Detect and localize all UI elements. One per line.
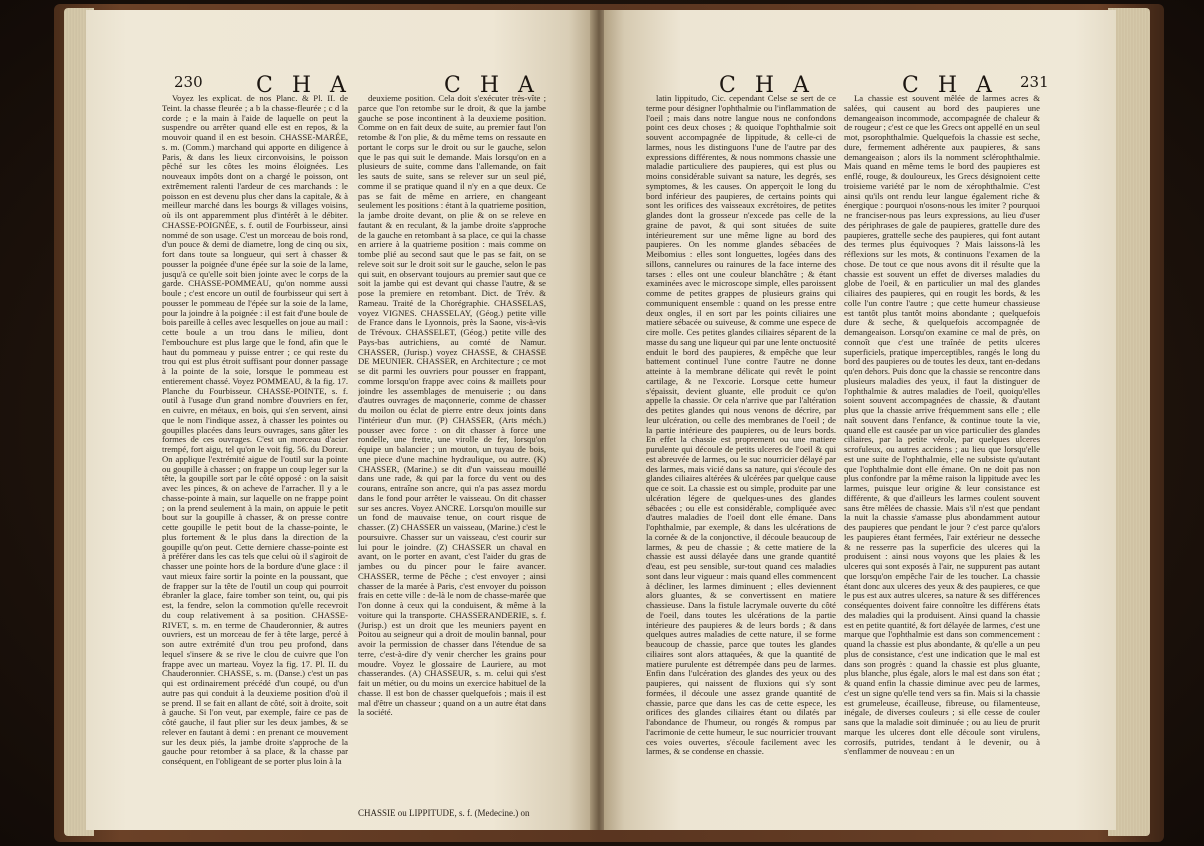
column-text: La chassie est souvent mêlée de larmes acres & salées, qui causent au bord des paupieres une demangeaison incommode, accompagnée de chaleur & de rougeur ; c'est ce que les Grecs ont appellé en un seul mot, psorophthalmie. Quelquefois la chassie est seche, dure, fermement adhérente aux paupieres, & sans demangeaison ; alors ils la nomment sclérophthalmie. Mais quand en même tems le bord des paupieres est enflé, rouge, & douloureux, les Grecs désignoient cette troisieme variété par le nom de xérophthalmie. C'est ainsi qu'ils ont rendu leur langue également riche & énergique : pourquoi n'osons-nous les imiter ? pourquoi ne franciser-nous pas leurs expressions, au lieu d'user des périphrases de gale de paupieres, grattelle dure des paupieres, grattelle seche des paupieres, qui font autant des termes plus équivoques ? Mais laissons-là les réflexions sur les mots, & continuons l'examen de la chose. De tout ce que nous avons dit il résulte que la chassie est souvent un effet de diverses maladies du globe de l'oeil, & en particulier un mal des glandes ciliaires des paupieres, qui en rougit les bords, & les colle l'un contre l'autre ; que cette humeur chassieuse est tantôt plus tantôt moins abondante ; quelquefois dure & seche, & quelquefois accompagnée de demangeaison. Lorsqu'on examine ce mal de près, on connoît que c'est une traînée de petits ulceres superficiels, pratique imperceptibles, rangés le long du bord des paupieres ou de toutes les deux, tant en-dedans qu'en dehors. Puis donc que la chassie se rencontre dans plusieurs maladies des yeux, il faut la distinguer de l'ophthalmie & autres maladies de l'oeil, quoiqu'elles soient souvent accompagnées de chassie, & d'autant plus que la chassie arrive fréquemment sans elle ; elle naît souvent dans l'enfance, & continue toute la vie, quand elle est causée par un vice particulier des glandes ciliaires, par la petite vérole, par quelques ulceres scrofuleux, ou autres accidens ; au lieu que lorsqu'elle est une suite de l'ophthalmie, elle ne subsiste qu'autant que l'ophthalmie dont elle émane. On ne doit pas non plus confondre par la même raison la lippitude avec les larmes, puisque leur origine & leur consistance est différente, & que d'ailleurs les larmes coulent souvent sans être mêlées de chassie. Mais s'il n'est que pendant la nuit la chassie s'amasse plus abondamment autour des paupieres que pendant le jour ? c'est parce qu'alors les paupieres étant fermées, l'air extérieur ne desseche & ne resserre pas la superficie des ulceres qui la produisent : ainsi nous voyons que les plaies & les ulceres qui sont exposés à l'air, ne suppurent pas autant que lorsqu'on empêche l'air de les toucher. La chassie étant donc aux ulceres des yeux & des paupieres, ce que le pus est aux autres ulceres, sa nature & ses différences conséquentes doivent faire connoître les différens états des maladies qui la produisent. Ainsi quand la chassie est en petite quantité, & fort délayée de larmes, c'est une marque que l'ophthalmie est dans son commencement : quand la chassie est plus abondante, & qu'elle a un peu plus de consistance, c'est une indication que le mal est dans son progrès : quand la chassie est plus gluante, plus blanche, plus égale, alors le mal est dans son état ; & quand enfin la chassie diminue avec peu de larmes, c'est un signe qu'elle tend vers sa fin. Mais si la chassie est grumeleuse, écailleuse, fibreuse, ou filamenteuse, inégale, de diverses couleurs ; si elle cesse de couler sans que la maladie soit diminuée ; ou au lieu de prurit marque les ulceres dont elle découle sont virulens, corrosifs, putrides, tendant à le devenir, ou à s'enflammer de nouveau : en un bbox=[844, 94, 1040, 757]
column-text: deuxieme position. Cela doit s'exécuter très-vîte ; parce que l'on retombe sur le droit, & que la jambe gauche se pose incontinent à la deuxieme position. Comme on en fait deux de suite, au premier faut l'on retombe & l'on plie, & du même tems on ressaute en portant le corps sur le droit ou sur le gauche, selon que le pas qui suit le demande. Mais lorsqu'on en a plusieurs de suite, comme dans l'allemande, on fait les sauts de suite, sans se relever sur un seul pié, comme il se pratique quand il n'y en a que deux. Ce pas se fait de même en arriere, en changeant seulement les positions : étant à la quatrieme position, la jambe droite devant, on plie & on se releve en fautant & en reculant, & la jambe droite s'approche de la gauche en retombant à sa place, ce qui la chasse en arriere à la quatrieme position : mais comme on tombe plié au second saut que le pas se fait, on se releve soit sur le droit soit sur le gauche, selon le pas qui suit, en observant toujours au premier saut que ce soit la jambe qui est devant qui chasse l'autre, & se pose la premiere en retombant. Dict. de Trév. & Rameau. Traité de la Chorégraphie. CHASSELAS, voyez VIGNES. CHASSELAY, (Géog.) petite ville de France dans le Lyonnois, près la Saone, vis-à-vis de Trévoux. CHASSELET, (Géog.) petite ville des Pays-bas autrichiens, au comté de Namur. CHASSER, (Jurisp.) voyez CHASSE, & CHASSE DE MEUNIER. CHASSER, en Architecture ; ce mot se dit parmi les ouvriers pour pousser en frappant, comme lorsqu'on frappe avec coins & maillets pour joindre les assemblages de menuiserie ; ou dans d'autres ouvrages de maçonnerie, comme de chasser du moilon ou éclat de pierre entre deux joints dans l'intérieur d'un mur. (P) CHASSER, (Arts méch.) pousser avec force : on dit chasser à force une rondelle, une frette, une virolle de fer, lorsqu'on équipe un balancier ; un mouton, un tuyau de bois, une piece d'une machine hydraulique, ou autre. (K) CHASSER, (Marine.) se dit d'un vaisseau mouillé dans une rade, & qui par la force du vent ou des courans, entraîne son ancre, qui n'a pas assez mordu dans le fond pour arrêter le vaisseau. On dit chasser sur ses ancres. Voyez ANCRE. Lorsqu'on mouille sur un fond de mauvaise tenue, on court risque de chasser. (Z) CHASSER un vaisseau, (Marine.) c'est le poursuivre. Chasser sur un vaisseau, c'est courir sur lui pour le joindre. (Z) CHASSER un chaval en avant, on le porter en avant, c'est l'aider du gras de jambes ou du pincer pour le faire avancer. CHASSER, terme de Pêche ; c'est envoyer ; ainsi chasser de la marée à Paris, c'est envoyer du poisson frais en cette ville : de-là le nom de chasse-marée que l'on donne à ceux qui la conduisent, & même à la voiture qui la transporte. CHASSERANDERIE, s. f. (Jurisp.) est un droit que les meuniers payent en Poitou au seigneur qui a droit de moulin bannal, pour avoir la permission de chasser dans l'étendue de sa terre, c'est-à-dire d'y venir chercher les grains pour moudre. Voyez le glossaire de Lauriere, au mot chasserandes. (A) CHASSEUR, s. m. celui qui s'est fait un métier, ou du moins un exercice habituel de la chasse. Il est bon de chasser quelquefois ; mais il est mal d'être un chasseur ; quand on a un autre état dans la société. bbox=[358, 94, 546, 718]
left-page bbox=[86, 10, 594, 830]
running-head-left-col1: C H A bbox=[256, 73, 352, 98]
column-text: Voyez les explicat. de nos Planc. & Pl. II. de Teint. la chasse fleurée ; a b la chasse-fleurée ; c d la corde ; e la main à l'aide de laquelle on peut la suspendre ou arrêter quand elle est en repos, & la mouvoir quand il en est besoin. CHASSE-MARÉE, s. m. (Comm.) marchand qui apporte en diligence à Paris, & dans les lieux circonvoisins, le poisson pêché sur les côtes les moins éloignées. Les nouveaux impôts dont on a chargé le poisson, ont extrêmement ralenti l'ardeur de ces marchands : le poisson en est devenu plus cher dans la capitale, & à meilleur marché dans les bourgs & villages voisins, où ils ont apparemment plus d'intérêt à le débiter. CHASSE-POIGNÉE, s. f. outil de Fourbisseur, ainsi nommé de son usage. C'est un morceau de bois rond, d'un pouce & demi de diametre, long de cinq ou six, fort dans toute sa longueur, qui sert à chasser & pousser la poignée d'une épée sur la soie de la lame, jusqu'à ce qu'elle soit bien jointe avec le corps de la garde. CHASSE-POMMEAU, qu'on nomme aussi boule ; c'est encore un outil de fourbisseur qui sert à pousser le pommeau de l'épée sur la soie de la lame, pour la joindre à la poignée : il est fait d'une boule de bois pareille à celles avec lesquelles on joue au mail : cette boule a un trou dans le milieu, dont l'embouchure est plus large que le fond, afin que le haut du pommeau y puisse entrer ; ce qui reste du trou qui est plus étroit suffisant pour donner passage à la pointe de la soie, lorsque le pommeau est entierement chassé. Voyez POMMEAU, & la fig. 17. Planche du Fourbisseur. CHASSE-POINTE, s. f. outil à l'usage d'un grand nombre d'ouvriers en fer, en cuivre, en métaux, en bois, qui s'en servent, ainsi que le nom l'indique assez, à chasser les pointes ou goupilles placées dans leurs ouvrages, sans gâter les formes de ces ouvrages. C'est un morceau d'acier trempé, fort aigu, tel qu'on le voit fig. 56. du Doreur. On applique l'extrémité aigue de l'outil sur la pointe ou goupille à chasser ; on frappe un coup leger sur la tête, la goupille sort par le côté opposé : on la saisit avec les pinces, & on acheve de l'arracher. Il y a le chasse-pointe à main, sur laquelle on ne frappe point ; on la prend seulement à la main, on appuie le petit bout sur la goupille à chasser, & on presse contre cette goupille le petit bout de la chasse-pointe, le plus fortement & le plus dans la direction de la goupille qu'on peut. Cette derniere chasse-pointe est à préférer dans les cas tels que celui où il s'agiroit de chasser une pointe hors de la bordure d'une glace : il vaut mieux faire sortir la pointe en la poussant, que de frapper sur la tête de l'outil un coup qui pourroit ébranler la glace, faire tomber son teint, ou, qui pis est, la fendre, selon la commotion qu'elle recevroit du coup relativement à sa position. CHASSE-RIVET, s. m. en terme de Chauderonnier, & autres ouvriers, est un morceau de fer à tête large, percé à son autre extrémité d'un trou peu profond, dans lequel s'insere & se rive le clou de cuivre que l'on frappe avec un marteau. Voyez la fig. 17. Pl. II. du Chauderonnier. CHASSE, s. m. (Danse.) c'est un pas qui est ordinairement précédé d'un coupé, ou d'un autre pas qui conduit à la deuxieme position d'où il se prend. Il se fait en allant de côté, soit à droite, soit à gauche. Si l'on veut, par exemple, faire ce pas de côté gauche, il faut plier sur les deux jambes, & se relever en fautant à demi : en prenant ce mouvement sur les deux piés, la jambe droite s'approche de la gauche pour retomber à sa place, & la chasse par conséquent, en l'obligeant de se porter plus loin à la bbox=[162, 94, 348, 766]
right-page-column-2 bbox=[844, 94, 1040, 816]
page-number-left: 230 bbox=[174, 73, 203, 91]
running-head-right-col2: C H A bbox=[902, 73, 998, 98]
running-head-left-col2: C H A bbox=[444, 73, 540, 98]
left-page-column-2 bbox=[358, 94, 546, 804]
catchword-line: CHASSIE ou LIPPITUDE, s. f. (Medecine.) on bbox=[358, 808, 530, 818]
left-page-column-1 bbox=[162, 94, 348, 816]
page-number-right: 231 bbox=[1020, 73, 1049, 91]
right-page-column-1 bbox=[646, 94, 836, 816]
right-page bbox=[604, 10, 1116, 830]
running-head-right-col1: C H A bbox=[719, 73, 815, 98]
column-text: latin lippitudo, Cic. cependant Celse se sert de ce terme pour désigner l'ophthalmie ou l'inflammation de l'oeil ; mais dans notre langue nous ne confondons point ces deux choses ; & quoique l'ophthalmie soit souvent accompagnée de lippitude, & celle-ci de larmes, nous les distinguons l'une de l'autre par des expressions différentes, & nous nommons chassie une maladie particuliere des paupieres, qui est plus ou moins considérable suivant sa nature, les degrés, ses symptomes, & les causes. On apperçoit le long du bord inférieur des paupieres, de certains points qui sont les orifices des vaisseaux excrétoires, de petites glandes dont la grosseur n'excede pas celle de la graine de pavot, & qui sont situées de suite intérieurement sur une même ligne au bord des paupieres. On les nomme glandes sébacées de Meibomius : elles sont longuettes, logées dans des sillons, cannelures ou rainures de la face interne des tarses : elles ont une couleur blanchâtre ; & étant examinées avec le microscope simple, elles paroissent comme de petites grappes de plusieurs grains qui communiquent ensemble : quand on les presse entre deux ongles, il en sort par les points ciliaires une matiere sébacée ou suiveuse, & comme une espece de cire molle. Ces petites glandes ciliaires séparent de la masse du sang une liqueur qui par une lente onctuosité enduit le bord des paupieres, & empêche que leur battement continuel l'une contre l'autre ne donne atteinte à la membrane délicate qui revêt le point cartilage, & ne l'excorie. Lorsque cette humeur s'épaissit, devient gluante, elle produit ce qu'on appelle la chassie. Or cela n'arrive que par l'altération des petites glandes qui nous venons de décrire, par leur ulcération, ou celle des membranes de l'oeil ; de la partie intérieure des paupieres, ou de leurs bords. En effet la chassie est proprement ou une matiere purulente qui découle de petits ulceres de l'oeil & qui est abreuvée de larmes, ou le suc nourricier délayé par des larmes, mais vicié dans sa nature, qui s'écoule des glandes ciliaires altérées & ulcérées par quelque cause que ce soit. La chassie est ou simple, produite par une ulcération légere de quelques-unes des glandes sébacées ; ou elle est considérable, compliquée avec d'autres maladies de l'oeil dont elle émane. Dans l'ophthalmie, par exemple, & dans les ulcérations de la cornée & de la conjonctive, il découle beaucoup de larmes, & peu de chassie ; & cette matiere de la chassie est aussi délayée dans une grande quantité d'eau, est peu sensible, sur-tout quand ces maladies sont dans leur vigueur : mais quand elles commencent à décliner, les larmes diminuent ; elles deviennent alors gluantes, & se convertissent en matiere chassieuse. Dans la fistule lacrymale ouverte du côté de l'oeil, dans toutes les ulcérations de la partie intérieure des paupieres & de leurs bords ; & dans quelques autres maladies de cette nature, il se forme beaucoup de chassie, parce que toutes les glandes ciliaires sont alors attaquées, & que la quantité de matiere purulente est détrempée dans peu de larmes. Enfin dans l'ulcération des glandes des yeux ou des paupieres, qui naissent de fluxions qui s'y sont formées, il découle une assez grande quantité de chassie, parce que dans les cas de cette espece, les orifices des glandes ciliaires étant ou dilatés par l'abondance de l'humeur, ou rongés & rompus par l'acrimonie de cette humeur, le suc nourricier trouvant ces voies ouvertes, s'écoule facilement avec les larmes, & se condense en chassie. bbox=[646, 94, 836, 757]
